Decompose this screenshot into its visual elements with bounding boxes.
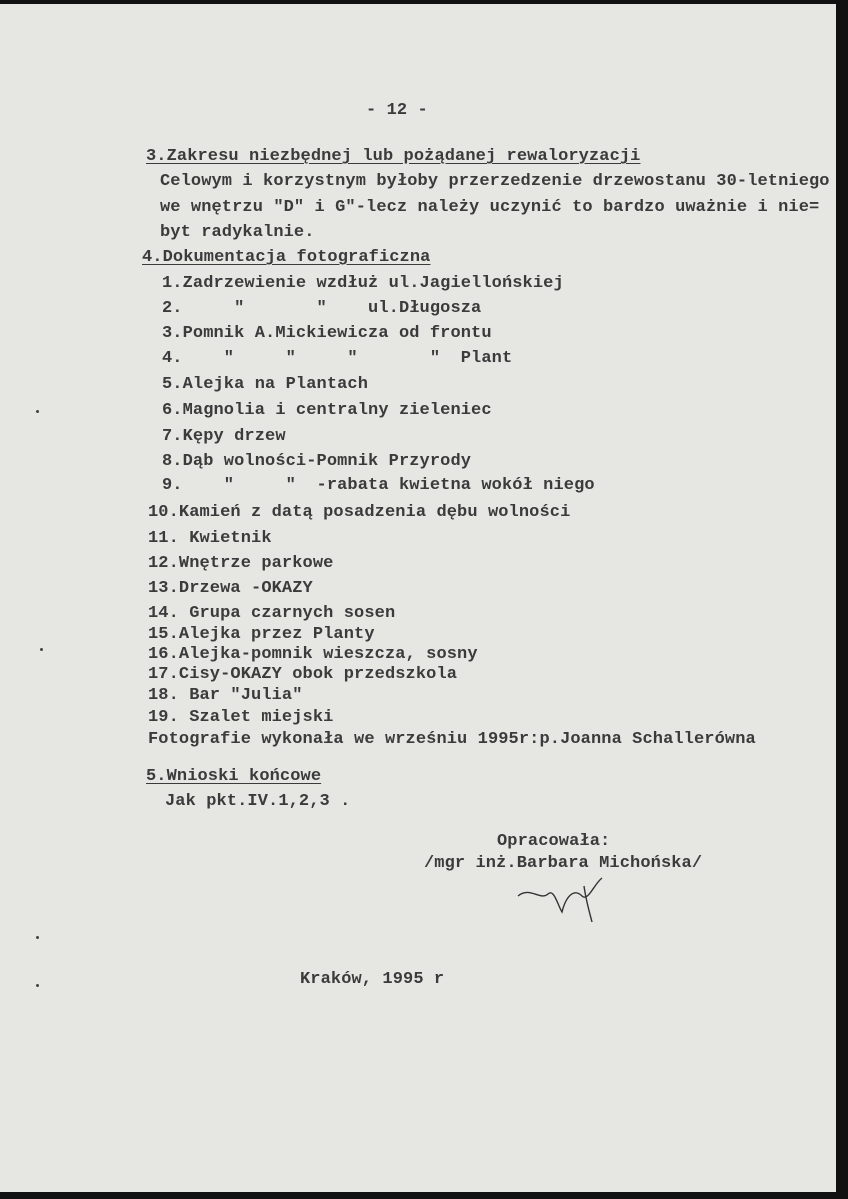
place-date: Kraków, 1995 r bbox=[300, 970, 445, 989]
list-item: 1.Zadrzewienie wzdłuż ul.Jagiellońskiej bbox=[162, 274, 564, 293]
author-label: Opracowała: bbox=[497, 832, 611, 851]
conclusion-line: Jak pkt.IV.1,2,3 . bbox=[165, 792, 351, 811]
list-item: 6.Magnolia i centralny zieleniec bbox=[162, 401, 492, 420]
list-item: 19. Szalet miejski bbox=[148, 708, 334, 727]
scan-speck bbox=[36, 410, 39, 413]
list-item: 4. " " " " Plant bbox=[162, 349, 513, 368]
page-number: - 12 - bbox=[366, 101, 428, 120]
list-item: 11. Kwietnik bbox=[148, 529, 272, 548]
list-item: 9. " " -rabata kwietna wokół niego bbox=[162, 476, 595, 495]
section-4-heading: 4.Dokumentacja fotograficzna bbox=[142, 248, 431, 267]
list-item: 5.Alejka na Plantach bbox=[162, 375, 369, 394]
body-line: Celowym i korzystnym byłoby przerzedzenie drzewostanu 30-letniego bbox=[160, 172, 830, 191]
list-item: 15.Alejka przez Planty bbox=[148, 625, 375, 644]
signature bbox=[510, 876, 620, 936]
scan-speck bbox=[36, 984, 39, 987]
list-item: 12.Wnętrze parkowe bbox=[148, 554, 334, 573]
list-item: 2. " " ul.Długosza bbox=[162, 299, 482, 318]
body-line: we wnętrzu "D" i G"-lecz należy uczynić to bardzo uważnie i nie= bbox=[160, 198, 820, 217]
body-line: byt radykalnie. bbox=[160, 223, 315, 242]
list-item: 14. Grupa czarnych sosen bbox=[148, 604, 396, 623]
author-name: /mgr inż.Barbara Michońska/ bbox=[424, 854, 703, 873]
list-item: 10.Kamień z datą posadzenia dębu wolności bbox=[148, 503, 571, 522]
list-item: 7.Kępy drzew bbox=[162, 427, 286, 446]
list-item: 3.Pomnik A.Mickiewicza od frontu bbox=[162, 324, 492, 343]
section-3-heading: 3.Zakresu niezbędnej lub pożądanej rewaloryzacji bbox=[146, 147, 641, 166]
list-item: 8.Dąb wolności-Pomnik Przyrody bbox=[162, 452, 472, 471]
photo-note: Fotografie wykonała we wrześniu 1995r:p.Joanna Schallerówna bbox=[148, 730, 756, 749]
list-item: 18. Bar "Julia" bbox=[148, 686, 303, 705]
scan-speck bbox=[40, 648, 43, 651]
scan-speck bbox=[36, 936, 39, 939]
document-page bbox=[0, 4, 836, 1192]
section-5-heading: 5.Wnioski końcowe bbox=[146, 767, 322, 786]
list-item: 16.Alejka-pomnik wieszcza, sosny bbox=[148, 645, 478, 664]
list-item: 13.Drzewa -OKAZY bbox=[148, 579, 313, 598]
list-item: 17.Cisy-OKAZY obok przedszkola bbox=[148, 665, 458, 684]
